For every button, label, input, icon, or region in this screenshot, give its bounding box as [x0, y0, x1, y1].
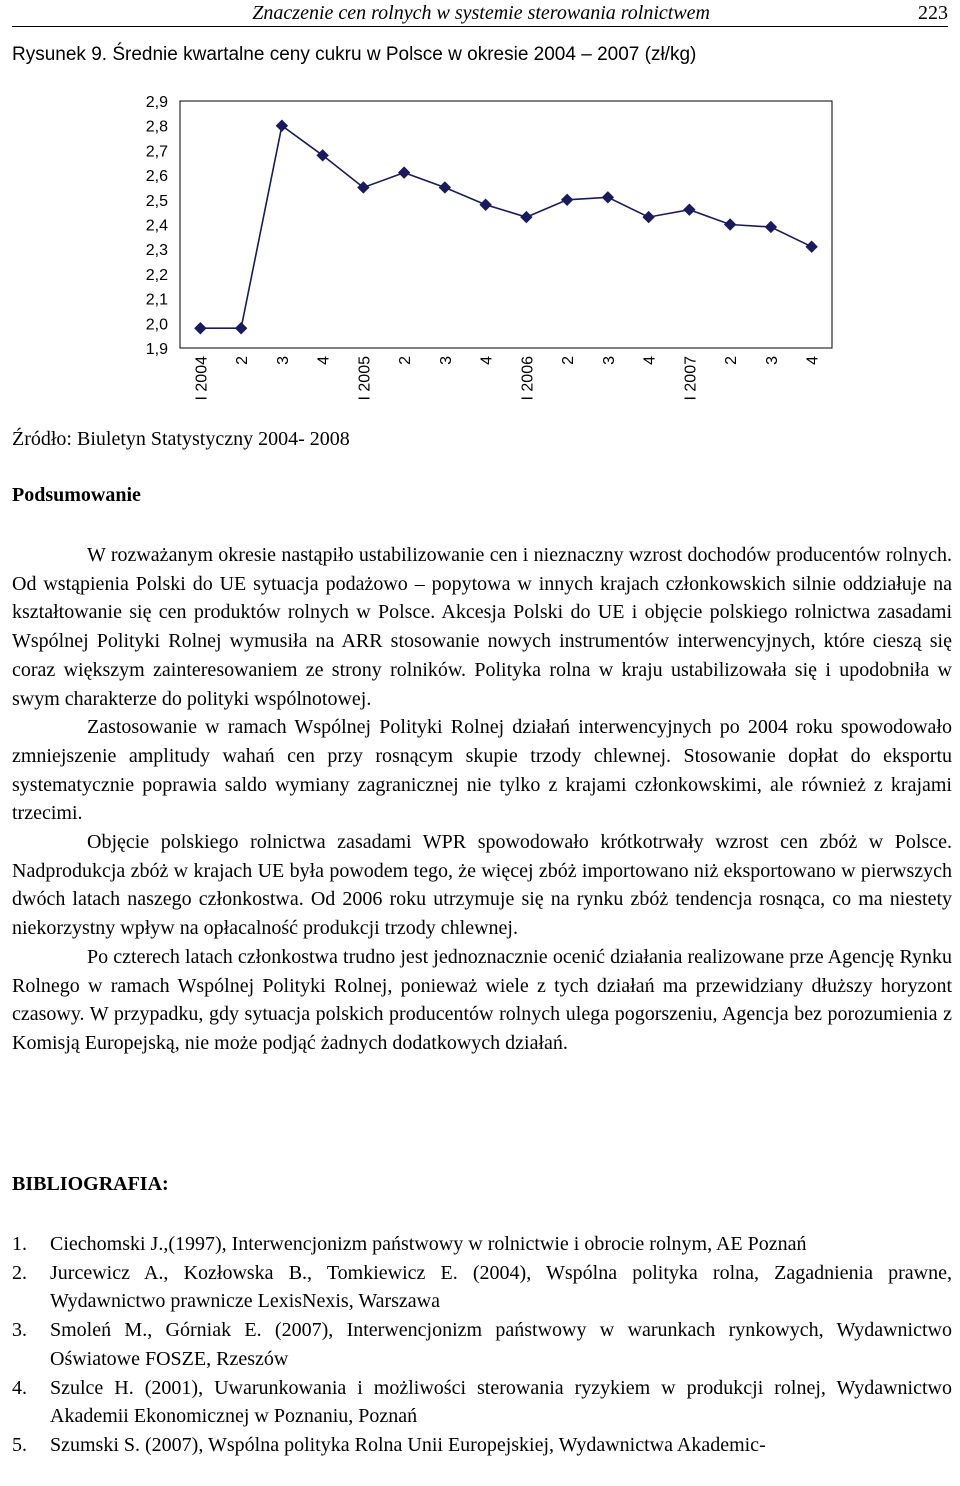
x-tick-label: 2: [560, 356, 578, 365]
bibliography-item-text: Smoleń M., Górniak E. (2007), Interwencjonizm państwowy w warunkach rynkowych, Wydawnictwo Oświatowe FOSZE, Rzeszów: [50, 1319, 952, 1370]
bibliography-item-number: 3.: [12, 1319, 27, 1342]
data-point-marker: [602, 192, 613, 203]
sugar-price-line-chart: [120, 90, 840, 410]
data-point-marker: [195, 323, 206, 334]
x-tick-label: 2: [234, 356, 252, 365]
data-point-marker: [765, 221, 776, 232]
data-point-marker: [725, 219, 736, 230]
series-line: [200, 126, 811, 329]
x-tick-label: 4: [641, 356, 659, 365]
summary-paragraph: W rozważanym okresie nastąpiło ustabilizowanie cen i nieznaczny wzrost dochodów producentów rolnych. Od wstąpienia Polski do UE sytuacja podażowo – popytowa w innych krajach członkowskich silnie oddziałuje na kształtowanie się cen produktów rolnych w Polsce. Akcesja Polski do UE i objęcie polskiego rolnictwa zasadami Wspólnej Polityki Rolnej wymusiła na ARR stosowanie nowych instrumentów interwencyjnych, które cieszą się coraz większym zainteresowaniem ze strony rolników. Polityka rolna w kraju ustabilizowała się i upodobniła w swym charakterze do polityki wspólnotowej.: [12, 544, 952, 710]
x-tick-label: 3: [600, 356, 618, 365]
y-tick-label: 2,2: [145, 266, 168, 284]
bibliography-item-text: Jurcewicz A., Kozłowska B., Tomkiewicz E. (2004), Wspólna polityka rolna, Zagadnienia prawne, Wydawnictwo prawnicze LexisNexis, Warszawa: [50, 1261, 952, 1313]
data-point-marker: [276, 120, 287, 131]
x-tick-label: I 2004: [193, 356, 211, 401]
y-tick-label: 2,0: [145, 316, 168, 334]
data-point-marker: [521, 212, 532, 223]
summary-paragraph: Zastosowanie w ramach Wspólnej Polityki Rolnej działań interwencyjnych po 2004 roku spowodowało zmniejszenie amplitudy wahań cen przy rosnącym skupie trzody chlewnej. Stosowanie dopłat do eksportu systematycznie poprawia saldo wymiany zagranicznej nie tylko z krajami członkowskimi, ale również z krajami trzecimi.: [12, 716, 952, 825]
data-point-marker: [399, 167, 410, 178]
data-point-marker: [562, 194, 573, 205]
bibliography-item: [12, 1259, 952, 1316]
x-tick-label: I 2005: [356, 356, 374, 401]
page-number: 223: [918, 2, 948, 24]
data-point-marker: [439, 182, 450, 193]
x-tick-label: 4: [478, 356, 496, 365]
y-tick-label: 2,3: [145, 242, 168, 260]
bibliography-item-number: 5.: [12, 1433, 27, 1456]
page-header: [12, 0, 948, 27]
figure-source: Źródło: Biuletyn Statystyczny 2004- 2008: [12, 428, 350, 450]
x-tick-label: 4: [804, 356, 822, 365]
y-tick-label: 2,5: [145, 192, 168, 210]
figure-caption: Rysunek 9. Średnie kwartalne ceny cukru w Polsce w okresie 2004 – 2007 (zł/kg): [12, 44, 697, 65]
bibliography-item-text: Ciechomski J.,(1997), Interwencjonizm państwowy w rolnictwie i obrocie rolnym, AE Poznań: [50, 1233, 807, 1255]
bibliography-item-text: Szulce H. (2001), Uwarunkowania i możliwości sterowania ryzykiem w produkcji rolnej, Wydawnictwo Akademii Ekonomicznej w Poznaniu, Poznań: [50, 1376, 952, 1428]
y-tick-label: 2,6: [145, 168, 168, 186]
bibliography-list: [12, 1230, 952, 1460]
bibliography-heading: BIBLIOGRAFIA:: [12, 1173, 169, 1195]
summary-heading: Podsumowanie: [12, 484, 141, 506]
bibliography-item-number: 4.: [12, 1376, 27, 1399]
bibliography-item: [12, 1316, 952, 1373]
summary-paragraph: Po czterech latach członkostwa trudno jest jednoznacznie ocenić działania realizowane prze Agencję Rynku Rolnego w ramach Wspólnej Polityki Rolnej, ponieważ wiele z tych działań ma przewidziany dłuższy horyzont czasowy. W przypadku, gdy sytuacja polskich producentów rolnych ulega pogorszeniu, Agencja bez porozumienia z Komisją Europejską, nie może podjąć żadnych dodatkowych działań.: [12, 945, 952, 1054]
data-point-marker: [684, 204, 695, 215]
x-tick-label: 3: [274, 356, 292, 365]
x-tick-label: 3: [763, 356, 781, 365]
summary-body: [12, 541, 952, 1058]
bibliography-item-number: 2.: [12, 1261, 27, 1284]
bibliography-item-number: 1.: [12, 1233, 27, 1255]
data-point-marker: [806, 241, 817, 252]
y-tick-label: 2,4: [145, 217, 168, 235]
y-tick-label: 2,1: [145, 291, 168, 309]
y-tick-label: 1,9: [145, 341, 168, 358]
x-tick-label: 2: [397, 356, 415, 365]
summary-paragraph: Objęcie polskiego rolnictwa zasadami WPR spowodowało krótkotrwały wzrost cen zbóż w Polsce. Nadprodukcja zbóż w krajach UE była powodem tego, że więcej zbóż importowano niż eksportowano w pierwszych dwóch latach naszego członkostwa. Od 2006 roku utrzymuje się na rynku zbóż tendencja rosnąca, co ma niestety niekorzystny wpływ na opłacalność produkcji trzody chlewnej.: [12, 831, 952, 940]
y-tick-label: 2,8: [145, 118, 168, 136]
bibliography-item: [12, 1374, 952, 1431]
data-point-marker: [480, 199, 491, 210]
bibliography-item: [12, 1431, 952, 1460]
bibliography-item: [12, 1230, 952, 1259]
data-point-marker: [236, 323, 247, 334]
data-point-marker: [643, 212, 654, 223]
bibliography-item-text: Szumski S. (2007), Wspólna polityka Rolna Unii Europejskiej, Wydawnictwa Akademic-: [50, 1433, 766, 1456]
x-tick-label: 2: [723, 356, 741, 365]
x-tick-label: 4: [315, 356, 333, 365]
y-tick-label: 2,9: [145, 94, 168, 111]
x-tick-label: I 2007: [682, 356, 700, 401]
x-tick-label: 3: [437, 356, 455, 365]
running-title: Znaczenie cen rolnych w systemie sterowania rolnictwem: [252, 2, 710, 24]
x-tick-label: I 2006: [519, 356, 537, 401]
y-tick-label: 2,7: [145, 143, 168, 161]
